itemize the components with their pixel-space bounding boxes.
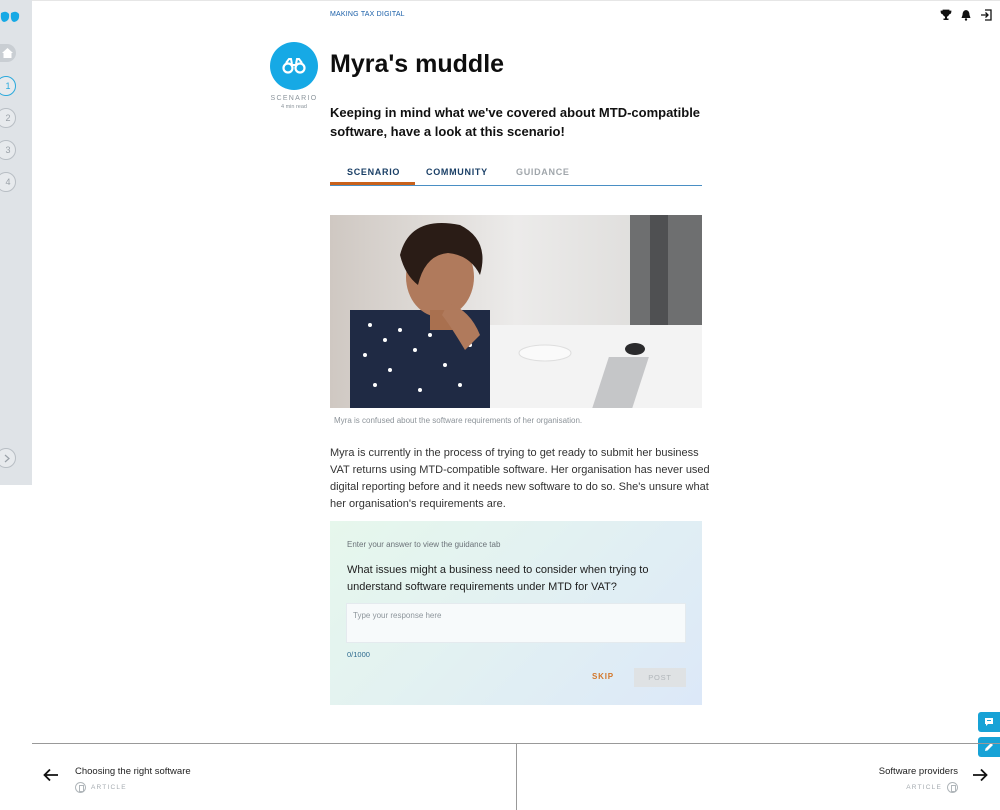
character-counter: 0/1000 (347, 650, 370, 659)
scenario-badge (270, 42, 318, 90)
skip-button[interactable]: SKIP (592, 672, 614, 681)
next-arrow-icon[interactable] (972, 768, 988, 787)
top-divider (32, 0, 1000, 1)
next-article-type (906, 782, 958, 793)
tab-guidance[interactable]: GUIDANCE (516, 167, 570, 177)
tab-community[interactable]: COMMUNITY (426, 167, 488, 177)
scenario-image (330, 215, 702, 408)
notes-button[interactable] (978, 737, 1000, 757)
prev-article-type (75, 782, 127, 793)
page-title: Myra's muddle (330, 50, 505, 78)
response-input[interactable] (346, 603, 686, 643)
chevron-right-icon (4, 454, 10, 463)
tab-bar (330, 163, 702, 186)
post-button[interactable]: POST (634, 668, 686, 687)
app-logo[interactable] (0, 10, 22, 24)
question-card (330, 521, 702, 705)
sidebar-expand-button[interactable] (0, 448, 16, 468)
scenario-body: Myra is currently in the process of trying to get ready to submit her business VAT returns using MTD-compatible software. Her organisation has never used digital reporting before and it needs new software to do so. She's unsure what her organisation's requirements are. (330, 447, 710, 510)
read-time: 4 min read (281, 104, 307, 110)
prev-article-link[interactable]: Choosing the right software (75, 766, 191, 777)
next-article-link[interactable]: Software providers (878, 766, 958, 777)
top-toolbar (940, 8, 992, 20)
home-icon (2, 48, 13, 58)
breadcrumb[interactable]: MAKING TAX DIGITAL (330, 11, 405, 18)
feedback-button[interactable] (978, 712, 1000, 732)
prev-arrow-icon[interactable] (43, 768, 59, 787)
tab-scenario[interactable]: SCENARIO (347, 167, 401, 177)
next-type-label: ARTICLE (906, 784, 942, 791)
bell-icon[interactable] (960, 8, 972, 20)
trophy-icon[interactable] (940, 8, 952, 20)
chat-icon (984, 717, 994, 727)
active-tab-indicator (330, 182, 415, 185)
article-icon (947, 782, 958, 793)
question-hint: Enter your answer to view the guidance tab (347, 540, 501, 549)
page-subtitle: Keeping in mind what we've covered about MTD-compatible software, have a look at this scenario! (330, 105, 701, 139)
step-2[interactable]: 2 (0, 108, 16, 128)
prev-type-label: ARTICLE (91, 784, 127, 791)
logout-icon[interactable] (980, 8, 992, 20)
step-4[interactable]: 4 (0, 172, 16, 192)
question-text: What issues might a business need to consider when trying to understand software requirements under MTD for VAT? (347, 564, 649, 593)
step-1[interactable]: 1 (0, 76, 16, 96)
image-caption: Myra is confused about the software requirements of her organisation. (334, 416, 583, 425)
sidebar (0, 0, 32, 485)
article-icon (75, 782, 86, 793)
home-button[interactable] (0, 44, 16, 62)
content-type-label: SCENARIO (270, 95, 318, 102)
binoculars-icon (282, 57, 306, 75)
bottom-nav-separator (516, 743, 517, 810)
step-3[interactable]: 3 (0, 140, 16, 160)
